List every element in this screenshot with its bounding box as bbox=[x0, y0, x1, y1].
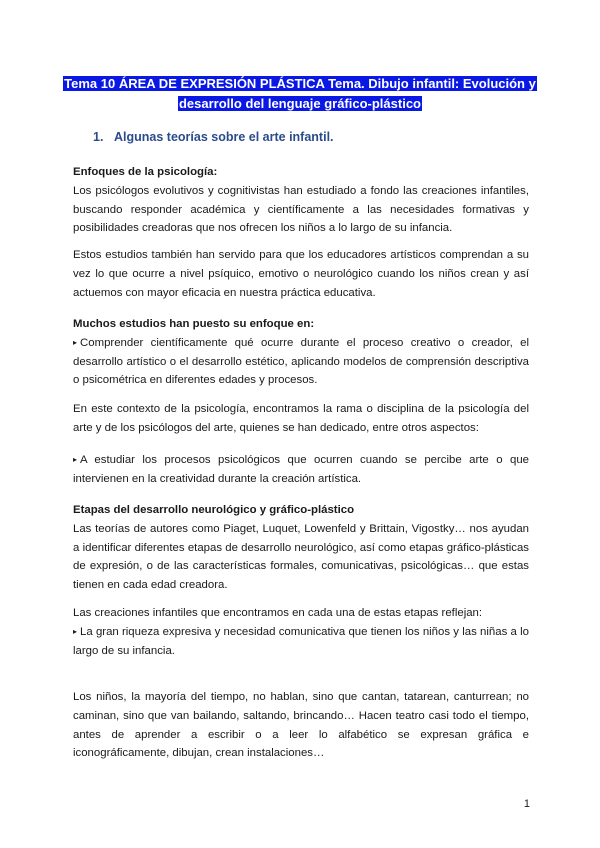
text-riqueza: La gran riqueza expresiva y necesidad comunicativa que tienen los niños y las niñas a lo largo de su infancia. bbox=[73, 625, 529, 657]
heading-etapas: Etapas del desarrollo neurológico y gráfico-plástico bbox=[73, 504, 355, 516]
bullet-estudiar bbox=[73, 451, 529, 489]
text-ninos: Los niños, la mayoría del tiempo, no hablan, sino que cantan, tatarean, canturrean; no caminan, sino que van bailando, saltando, brincando… Hacen teatro casi todo el tiempo, antes de aprender a escribir o a leer lo alfabético se expresan gráfica e iconográficamente, dibujan, crean instalaciones… bbox=[73, 691, 529, 760]
text-enfoques: Los psicólogos evolutivos y cognitivistas han estudiado a fondo las creaciones infantiles, buscando responder académica y científicamente a las necesidades formativas y posibilidades creadoras que nos ofrecen los niños a lo largo de su infancia. bbox=[73, 184, 529, 235]
paragraph-muchos-estudios bbox=[73, 315, 529, 390]
section-number: 1. bbox=[93, 130, 104, 144]
text-estudiar: A estudiar los procesos psicológicos que ocurren cuando se percibe arte o que intervienen en la creatividad durante la creación artística. bbox=[73, 454, 529, 485]
bullet-triangle-icon: ▸ bbox=[73, 337, 78, 347]
paragraph-enfoques bbox=[73, 163, 529, 238]
paragraph-estudios bbox=[73, 246, 529, 302]
heading-enfoques: Enfoques de la psicología: bbox=[73, 166, 218, 178]
text-comprender: Comprender científicamente qué ocurre durante el proceso creativo o creador, el desarrollo artístico o el desarrollo estético, aplicando modelos de comprensión descriptiva o psicométrica en diferentes edades y procesos. bbox=[73, 336, 529, 387]
title-line-1: Tema 10 ÁREA DE EXPRESIÓN PLÁSTICA Tema. Dibujo infantil: Evolución y bbox=[64, 76, 536, 91]
bullet-triangle-icon: ▸ bbox=[73, 626, 78, 636]
bullet-triangle-icon: ▸ bbox=[73, 455, 78, 464]
paragraph-estudiar bbox=[73, 451, 529, 489]
title-line-2: desarrollo del lenguaje gráfico-plástico bbox=[178, 96, 421, 111]
text-contexto: En este contexto de la psicología, encontramos la rama o disciplina de la psicología del arte y de los psicólogos del arte, quienes se han dedicado, entre otros aspectos: bbox=[73, 403, 529, 434]
paragraph-contexto bbox=[73, 400, 529, 438]
section-heading bbox=[93, 130, 334, 144]
paragraph-ninos bbox=[73, 688, 529, 763]
text-estudios: Estos estudios también han servido para que los educadores artísticos comprendan a su vez lo que ocurre a nivel psíquico, emotivo o neurológico cuando los niños crean y así actuemos con mayor eficacia en nuestra práctica educativa. bbox=[73, 249, 529, 299]
paragraph-creaciones bbox=[73, 604, 529, 660]
bullet-riqueza bbox=[73, 623, 529, 661]
heading-muchos-estudios: Muchos estudios han puesto su enfoque en: bbox=[73, 318, 315, 330]
text-creaciones: Las creaciones infantiles que encontramos en cada una de estas etapas reflejan: bbox=[73, 607, 483, 619]
section-label: Algunas teorías sobre el arte infantil. bbox=[114, 130, 334, 144]
bullet-comprender bbox=[73, 334, 529, 390]
paragraph-etapas bbox=[73, 501, 529, 595]
document-title bbox=[60, 74, 540, 114]
page-number: 1 bbox=[523, 798, 530, 810]
text-etapas: Las teorías de autores como Piaget, Luquet, Lowenfeld y Brittain, Vigostky… nos ayudan a identificar diferentes etapas de desarrollo neurológico, así como etapas gráfico-plásticas de expresión, o de las características formales, comunicativas, psicológicas… que estas tienen en cada edad creadora. bbox=[73, 522, 529, 592]
